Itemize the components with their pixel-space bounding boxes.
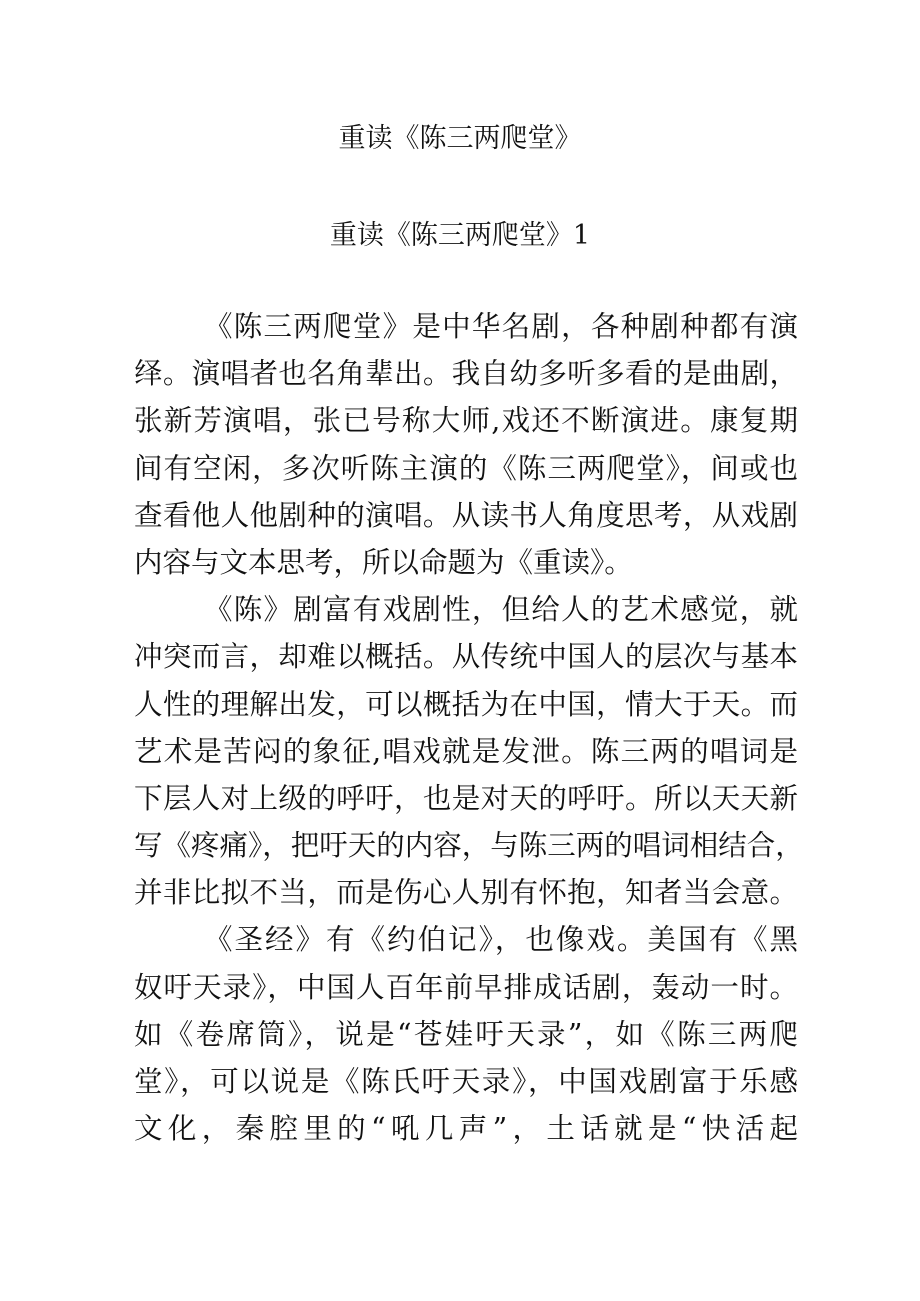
- text-line: 冲突而言，却难以概括。从传统中国人的层次与基本: [134, 640, 798, 674]
- document-title: 重读《陈三两爬堂》: [338, 123, 582, 154]
- body-text: [134, 303, 804, 1152]
- section-heading: 重读《陈三两爬堂》1: [329, 220, 591, 251]
- text-line: 《陈》剧富有戏剧性，但给人的艺术感觉，就: [204, 593, 798, 627]
- text-line: 人性的理解出发，可以概括为在中国，情大于天。而: [134, 687, 798, 721]
- text-line: 《陈三两爬堂》是中华名剧，各种剧种都有演: [204, 310, 798, 343]
- text-line: 并非比拟不当，而是伤心人别有怀抱，知者当会意。: [134, 876, 798, 910]
- text-line: 奴吁天录》，中国人百年前早排成话剧，轰动一时。: [134, 970, 798, 1004]
- text-line: 写《疼痛》，把吁天的内容，与陈三两的唱词相结合，: [134, 829, 804, 863]
- text-line: 内容与文本思考，所以命题为《重读》。: [134, 545, 633, 579]
- text-line: 如《卷席筒》，说是“苍娃吁天录”，如《陈三两爬: [134, 1017, 798, 1051]
- text-line: 下层人对上级的呼吁，也是对天的呼吁。所以天天新: [134, 781, 798, 815]
- text-line: 查看他人他剧种的演唱。从读书人角度思考，从戏剧: [134, 498, 798, 532]
- text-line: 堂》，可以说是《陈氏吁天录》，中国戏剧富于乐感: [134, 1065, 798, 1098]
- text-line: 《圣经》有《约伯记》，也像戏。美国有《黑: [204, 923, 798, 957]
- text-line: 文化，秦腔里的“吼几声”，土话就是“快活起: [134, 1112, 798, 1146]
- text-line: 绎。演唱者也名角辈出。我自幼多听多看的是曲剧，: [134, 357, 798, 391]
- text-line: 张新芳演唱，张已号称大师,戏还不断演进。康复期: [134, 404, 798, 438]
- text-line: 艺术是苦闷的象征,唱戏就是发泄。陈三两的唱词是: [134, 734, 798, 768]
- text-line: 间有空闲，多次听陈主演的《陈三两爬堂》，间或也: [134, 451, 798, 485]
